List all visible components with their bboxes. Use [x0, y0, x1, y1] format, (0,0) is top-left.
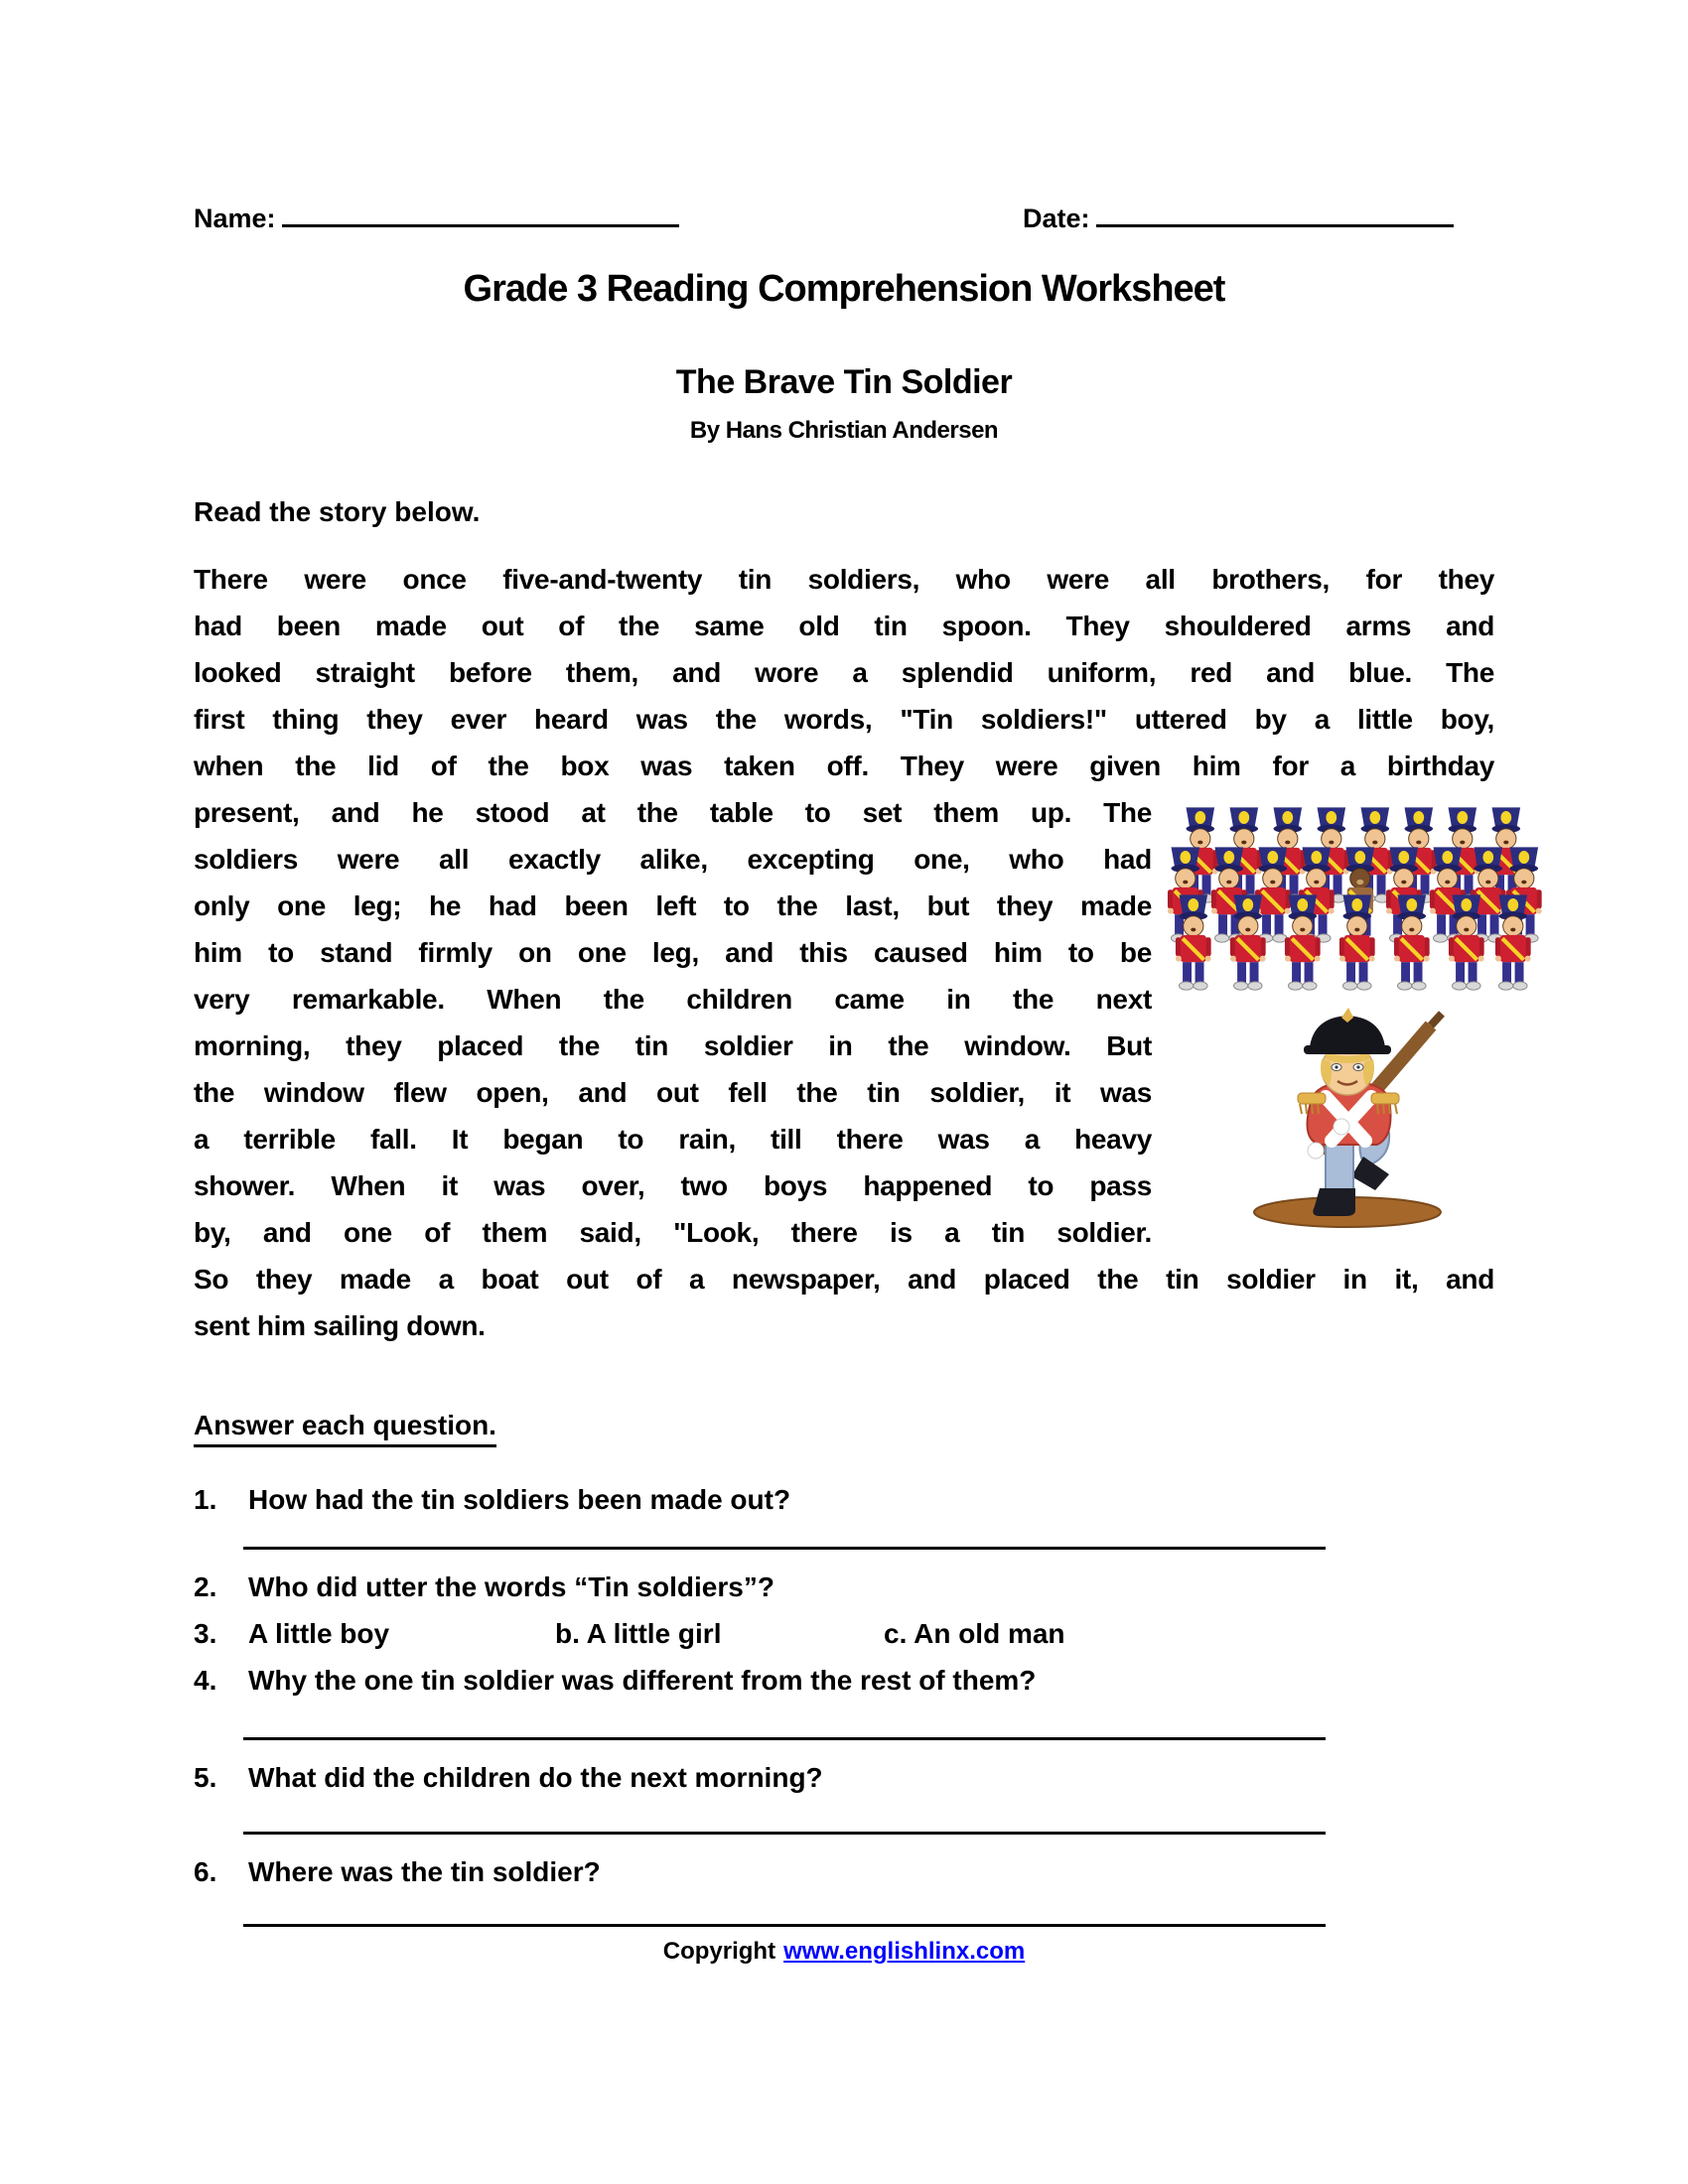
- answer-line: [243, 1832, 1326, 1835]
- name-blank-line: [282, 199, 679, 227]
- question-number: 6.: [194, 1856, 217, 1887]
- question-text: Where was the tin soldier?: [248, 1856, 601, 1887]
- story-illustrations: [1152, 789, 1549, 1231]
- question-text: What did the children do the next morning?: [248, 1762, 823, 1793]
- story-line: him to stand firmly on one leg, and this caused him to be: [194, 937, 1152, 968]
- story-text: [194, 556, 1494, 1349]
- story-title: The Brave Tin Soldier: [675, 363, 1013, 401]
- story-line: soldiers were all exactly alike, excepting one, who had: [194, 844, 1152, 875]
- footer: [0, 1938, 1688, 1966]
- option-b: b. A little girl: [555, 1618, 722, 1649]
- question-text: Who did utter the words “Tin soldiers”?: [248, 1571, 774, 1602]
- name-label: Name:: [194, 204, 276, 233]
- story-line: only one leg; he had been left to the last, but they made: [194, 890, 1152, 921]
- englishlinx-link[interactable]: www.englishlinx.com: [783, 1938, 1026, 1965]
- answer-instruction: Answer each question.: [194, 1410, 496, 1447]
- answer-line: [243, 1547, 1326, 1550]
- question-number: 5.: [194, 1762, 217, 1793]
- story-line: first thing they ever heard was the words, "Tin soldiers!" uttered by a little boy,: [194, 704, 1494, 735]
- option-a: A little boy: [248, 1618, 390, 1649]
- date-blank-line: [1096, 199, 1454, 227]
- answer-line: [243, 1924, 1326, 1927]
- story-line: looked straight before them, and wore a splendid uniform, red and blue. The: [194, 657, 1494, 688]
- story-line: morning, they placed the tin soldier in the window. But: [194, 1030, 1152, 1061]
- story-line: very remarkable. When the children came in the next: [194, 984, 1152, 1015]
- answer-line: [243, 1737, 1326, 1740]
- question-text: Why the one tin soldier was different from the rest of them?: [248, 1665, 1037, 1696]
- question-2: [194, 1571, 1494, 1611]
- question-6: [194, 1856, 1494, 1896]
- story-line: the window flew open, and out fell the tin soldier, it was: [194, 1077, 1152, 1108]
- story-line: a terrible fall. It began to rain, till there was a heavy: [194, 1124, 1152, 1155]
- question-4: [194, 1665, 1494, 1705]
- story-line: when the lid of the box was taken off. They were given him for a birthday: [194, 751, 1494, 781]
- story-line: by, and one of them said, "Look, there is a tin soldier.: [194, 1217, 1152, 1248]
- question-text: How had the tin soldiers been made out?: [248, 1484, 791, 1515]
- story-line: shower. When it was over, two boys happened to pass: [194, 1170, 1152, 1201]
- header: [194, 199, 1494, 242]
- story-line: So they made a boat out of a newspaper, and placed the tin soldier in it, and: [194, 1264, 1494, 1295]
- question-3: [194, 1618, 1494, 1658]
- option-c: c. An old man: [884, 1618, 1065, 1649]
- question-number: 4.: [194, 1665, 217, 1696]
- story-byline: By Hans Christian Andersen: [689, 417, 999, 444]
- question-options: [248, 1618, 1494, 1650]
- question-5: [194, 1762, 1494, 1802]
- question-number: 3.: [194, 1618, 217, 1649]
- name-field: [194, 199, 679, 234]
- story-line: sent him sailing down.: [194, 1310, 486, 1341]
- question-1: [194, 1484, 1494, 1524]
- story-line: There were once five-and-twenty tin soldiers, who were all brothers, for they: [194, 564, 1494, 595]
- tin-soldiers-group-image: [1162, 805, 1549, 1000]
- worksheet-title: Grade 3 Reading Comprehension Worksheet: [463, 268, 1225, 310]
- date-label: Date:: [1023, 204, 1090, 233]
- question-number: 1.: [194, 1484, 217, 1515]
- story-line: present, and he stood at the table to set them up. The: [194, 797, 1152, 828]
- copyright-label: Copyright: [662, 1938, 776, 1965]
- tin-soldier-rifle-image: [1226, 1008, 1475, 1232]
- question-number: 2.: [194, 1571, 217, 1602]
- date-field: [1023, 199, 1454, 234]
- read-instruction: Read the story below.: [194, 496, 481, 527]
- story-line: had been made out of the same old tin spoon. They shouldered arms and: [194, 611, 1494, 641]
